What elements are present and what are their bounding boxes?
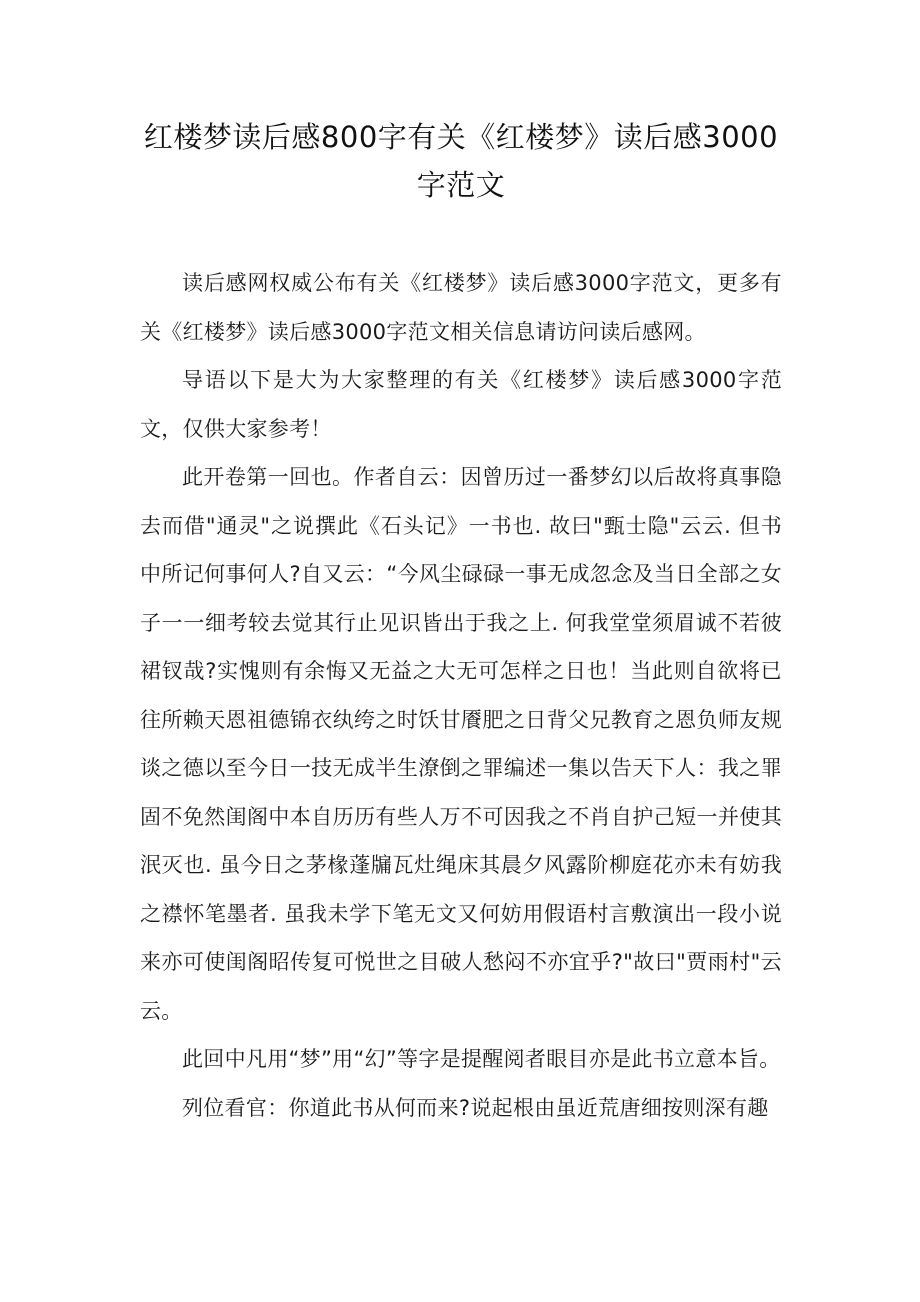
document-body xyxy=(140,259,782,1132)
paragraph-readers: 列位看官：你道此书从何而来?说起根由虽近荒唐细按则深有趣 xyxy=(182,1095,769,1120)
paragraph-guide: 导语以下是大为大家整理的有关《红楼梦》读后感3000字范文，仅供大家参考！ xyxy=(140,368,782,441)
paragraph-dream-note: 此回中凡用“梦”用“幻”等字是提醒阅者眼目亦是此书立意本旨。 xyxy=(182,1047,781,1071)
paragraph-chapter-opening: 此开卷第一回也。作者自云：因曾历过一番梦幻以后故将真事隐去而借"通灵"之说撰此《石头记》一书也. 故曰"甄士隐"云云. 但书中所记何事何人?自又云：“今风尘碌碌一事无成忽念及当日全部之女子一一细考较去觉其行止见识皆出于我之上. 何我堂堂须眉诚不若彼裙钗哉?实愧则有余悔又无益之大无可怎样之日也！当此则自欲将已往所赖天恩祖德锦衣纨绔之时饫甘餍肥之日背父兄教育之恩负师友规谈之德以至今日一技无成半生潦倒之罪编述一集以告天下人：我之罪固不免然闺阁中本自历历有些人万不可因我之不肖自护己短一并使其泯灭也. 虽今日之茅椽蓬牖瓦灶绳床其晨夕风露阶柳庭花亦未有妨我之襟怀笔墨者. 虽我未学下笔无文又何妨用假语村言敷演出一段小说来亦可使闺阁昭传复可悦世之目破人愁闷不亦宜乎?"故曰"贾雨村"云云。 xyxy=(140,465,782,1023)
document-title: 红楼梦读后感800字有关《红楼梦》读后感3000字范文 xyxy=(143,120,779,202)
paragraph-intro: 读后感网权威公布有关《红楼梦》读后感3000字范文，更多有关《红楼梦》读后感3000字范文相关信息请访问读后感网。 xyxy=(140,271,782,344)
